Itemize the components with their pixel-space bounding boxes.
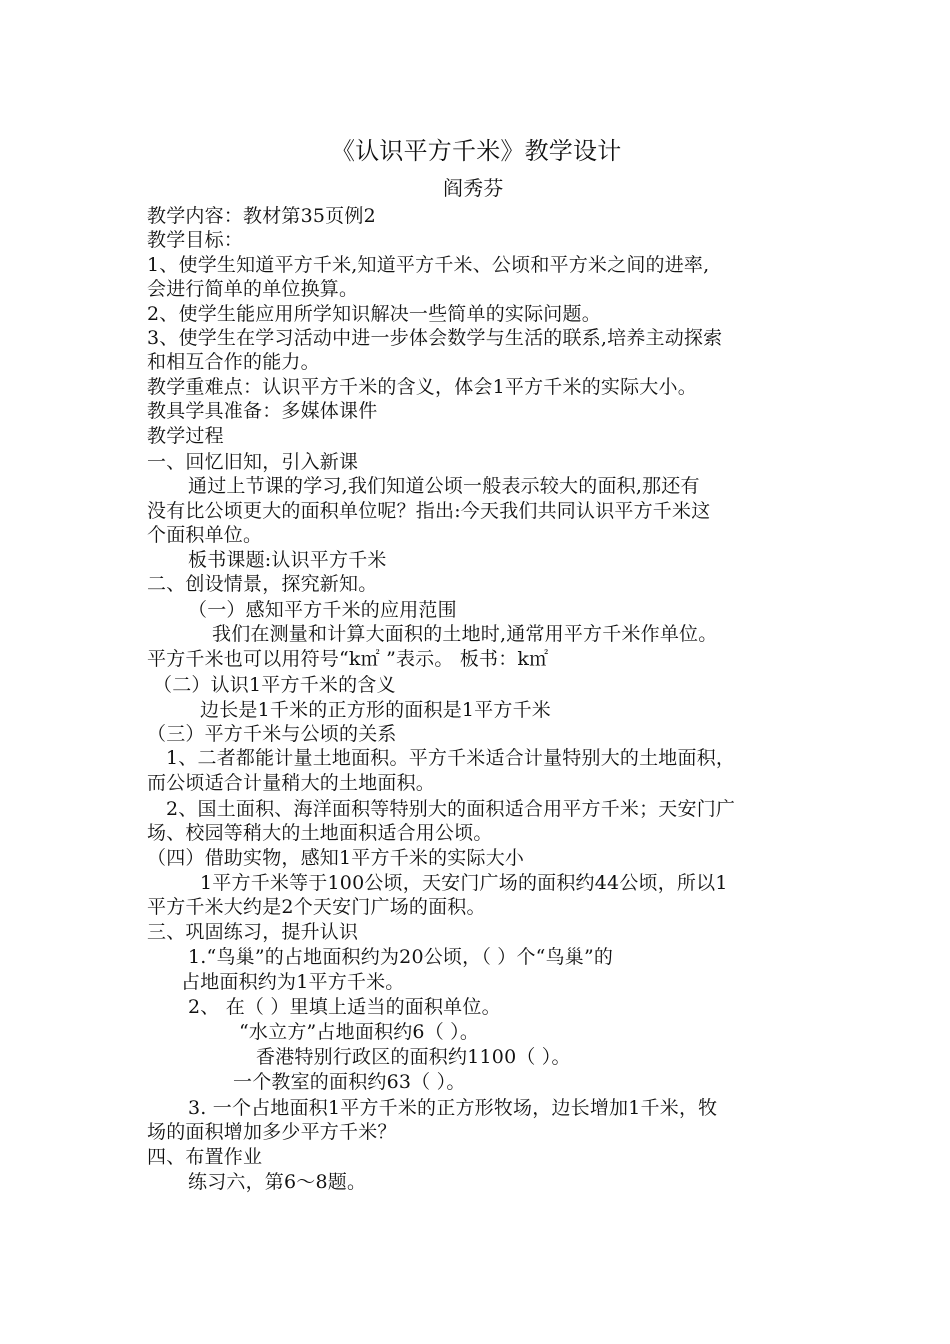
relation-1-line-2: 而公顷适合计量稍大的土地面积。 xyxy=(147,772,436,794)
section-4-heading: 四、布置作业 xyxy=(147,1146,263,1168)
section-1-para-line-1: 通过上节课的学习,我们知道公顷一般表示较大的面积,那还有 xyxy=(188,475,700,497)
subsection-3-heading: （三）平方千米与公顷的关系 xyxy=(147,723,397,745)
exercise-3-line-1: 3. 一个占地面积1平方千米的正方形牧场，边长增加1千米，牧 xyxy=(188,1097,718,1119)
subsection-2-heading: （二）认识1平方千米的含义 xyxy=(153,674,396,696)
relation-2-line-2: 场、校园等稍大的土地面积适合用公顷。 xyxy=(147,822,493,844)
subsection-2-line: 边长是1千米的正方形的面积是1平方千米 xyxy=(200,699,551,721)
subsection-1-heading: （一）感知平方千米的应用范围 xyxy=(188,599,457,621)
process-heading: 教学过程 xyxy=(147,425,224,447)
homework: 练习六，第6～8题。 xyxy=(188,1171,367,1193)
objective-1-line-2: 会进行简单的单位换算。 xyxy=(147,278,359,300)
teaching-content: 教学内容：教材第35页例2 xyxy=(147,205,376,227)
page-title: 《认识平方千米》教学设计 xyxy=(331,137,622,165)
section-1-para-line-2: 没有比公顷更大的面积单位呢？指出:今天我们共同认识平方千米这 xyxy=(147,500,711,522)
author-name: 阎秀芬 xyxy=(443,176,504,200)
exercise-2-item-b: 香港特别行政区的面积约1100（ ）。 xyxy=(256,1046,571,1068)
exercise-2-item-c: 一个教室的面积约63（ ）。 xyxy=(233,1071,466,1093)
section-1-para-line-3: 个面积单位。 xyxy=(147,524,263,546)
exercise-1-line-1: 1.“鸟巢”的占地面积约为20公顷，（ ）个“鸟巢”的 xyxy=(188,946,614,968)
exercise-2-item-a: “水立方”占地面积约6（ ）。 xyxy=(239,1021,480,1043)
objectives-heading: 教学目标： xyxy=(147,229,244,251)
objective-2: 2、使学生能应用所学知识解决一些简单的实际问题。 xyxy=(147,303,601,325)
relation-1-line-1: 1、二者都能计量土地面积。平方千米适合计量特别大的土地面积， xyxy=(166,747,736,769)
board-title: 板书课题:认识平方千米 xyxy=(188,549,387,571)
section-1-heading: 一、回忆旧知，引入新课 xyxy=(147,451,359,473)
subsection-4-line-1: 1平方千米等于100公顷，天安门广场的面积约44公顷，所以1 xyxy=(200,872,728,894)
objective-3-line-1: 3、使学生在学习活动中进一步体会数学与生活的联系,培养主动探索 xyxy=(147,327,723,349)
objective-3-line-2: 和相互合作的能力。 xyxy=(147,351,320,373)
exercise-2-heading: 2、 在（ ）里填上适当的面积单位。 xyxy=(188,996,501,1018)
key-difficulties: 教学重难点：认识平方千米的含义，体会1平方千米的实际大小。 xyxy=(147,376,697,398)
exercise-3-line-2: 场的面积增加多少平方千米？ xyxy=(147,1121,397,1143)
subsection-4-heading: （四）借助实物，感知1平方千米的实际大小 xyxy=(147,847,525,869)
relation-2-line-1: 2、国土面积、海洋面积等特别大的面积适合用平方千米；天安门广 xyxy=(166,798,736,820)
objective-1-line-1: 1、使学生知道平方千米,知道平方千米、公顷和平方米之间的进率, xyxy=(147,254,710,276)
teaching-aids: 教具学具准备：多媒体课件 xyxy=(147,400,378,422)
section-3-heading: 三、巩固练习，提升认识 xyxy=(147,921,359,943)
subsection-1-line-2: 平方千米也可以用符号“k㎡ ”表示。 板书：k㎡ xyxy=(147,648,549,670)
exercise-1-line-2: 占地面积约为1平方千米。 xyxy=(181,971,405,993)
subsection-4-line-2: 平方千米大约是2个天安门广场的面积。 xyxy=(147,896,486,918)
section-2-heading: 二、创设情景，探究新知。 xyxy=(147,573,378,595)
subsection-1-line-1: 我们在测量和计算大面积的土地时,通常用平方千米作单位。 xyxy=(212,623,718,645)
